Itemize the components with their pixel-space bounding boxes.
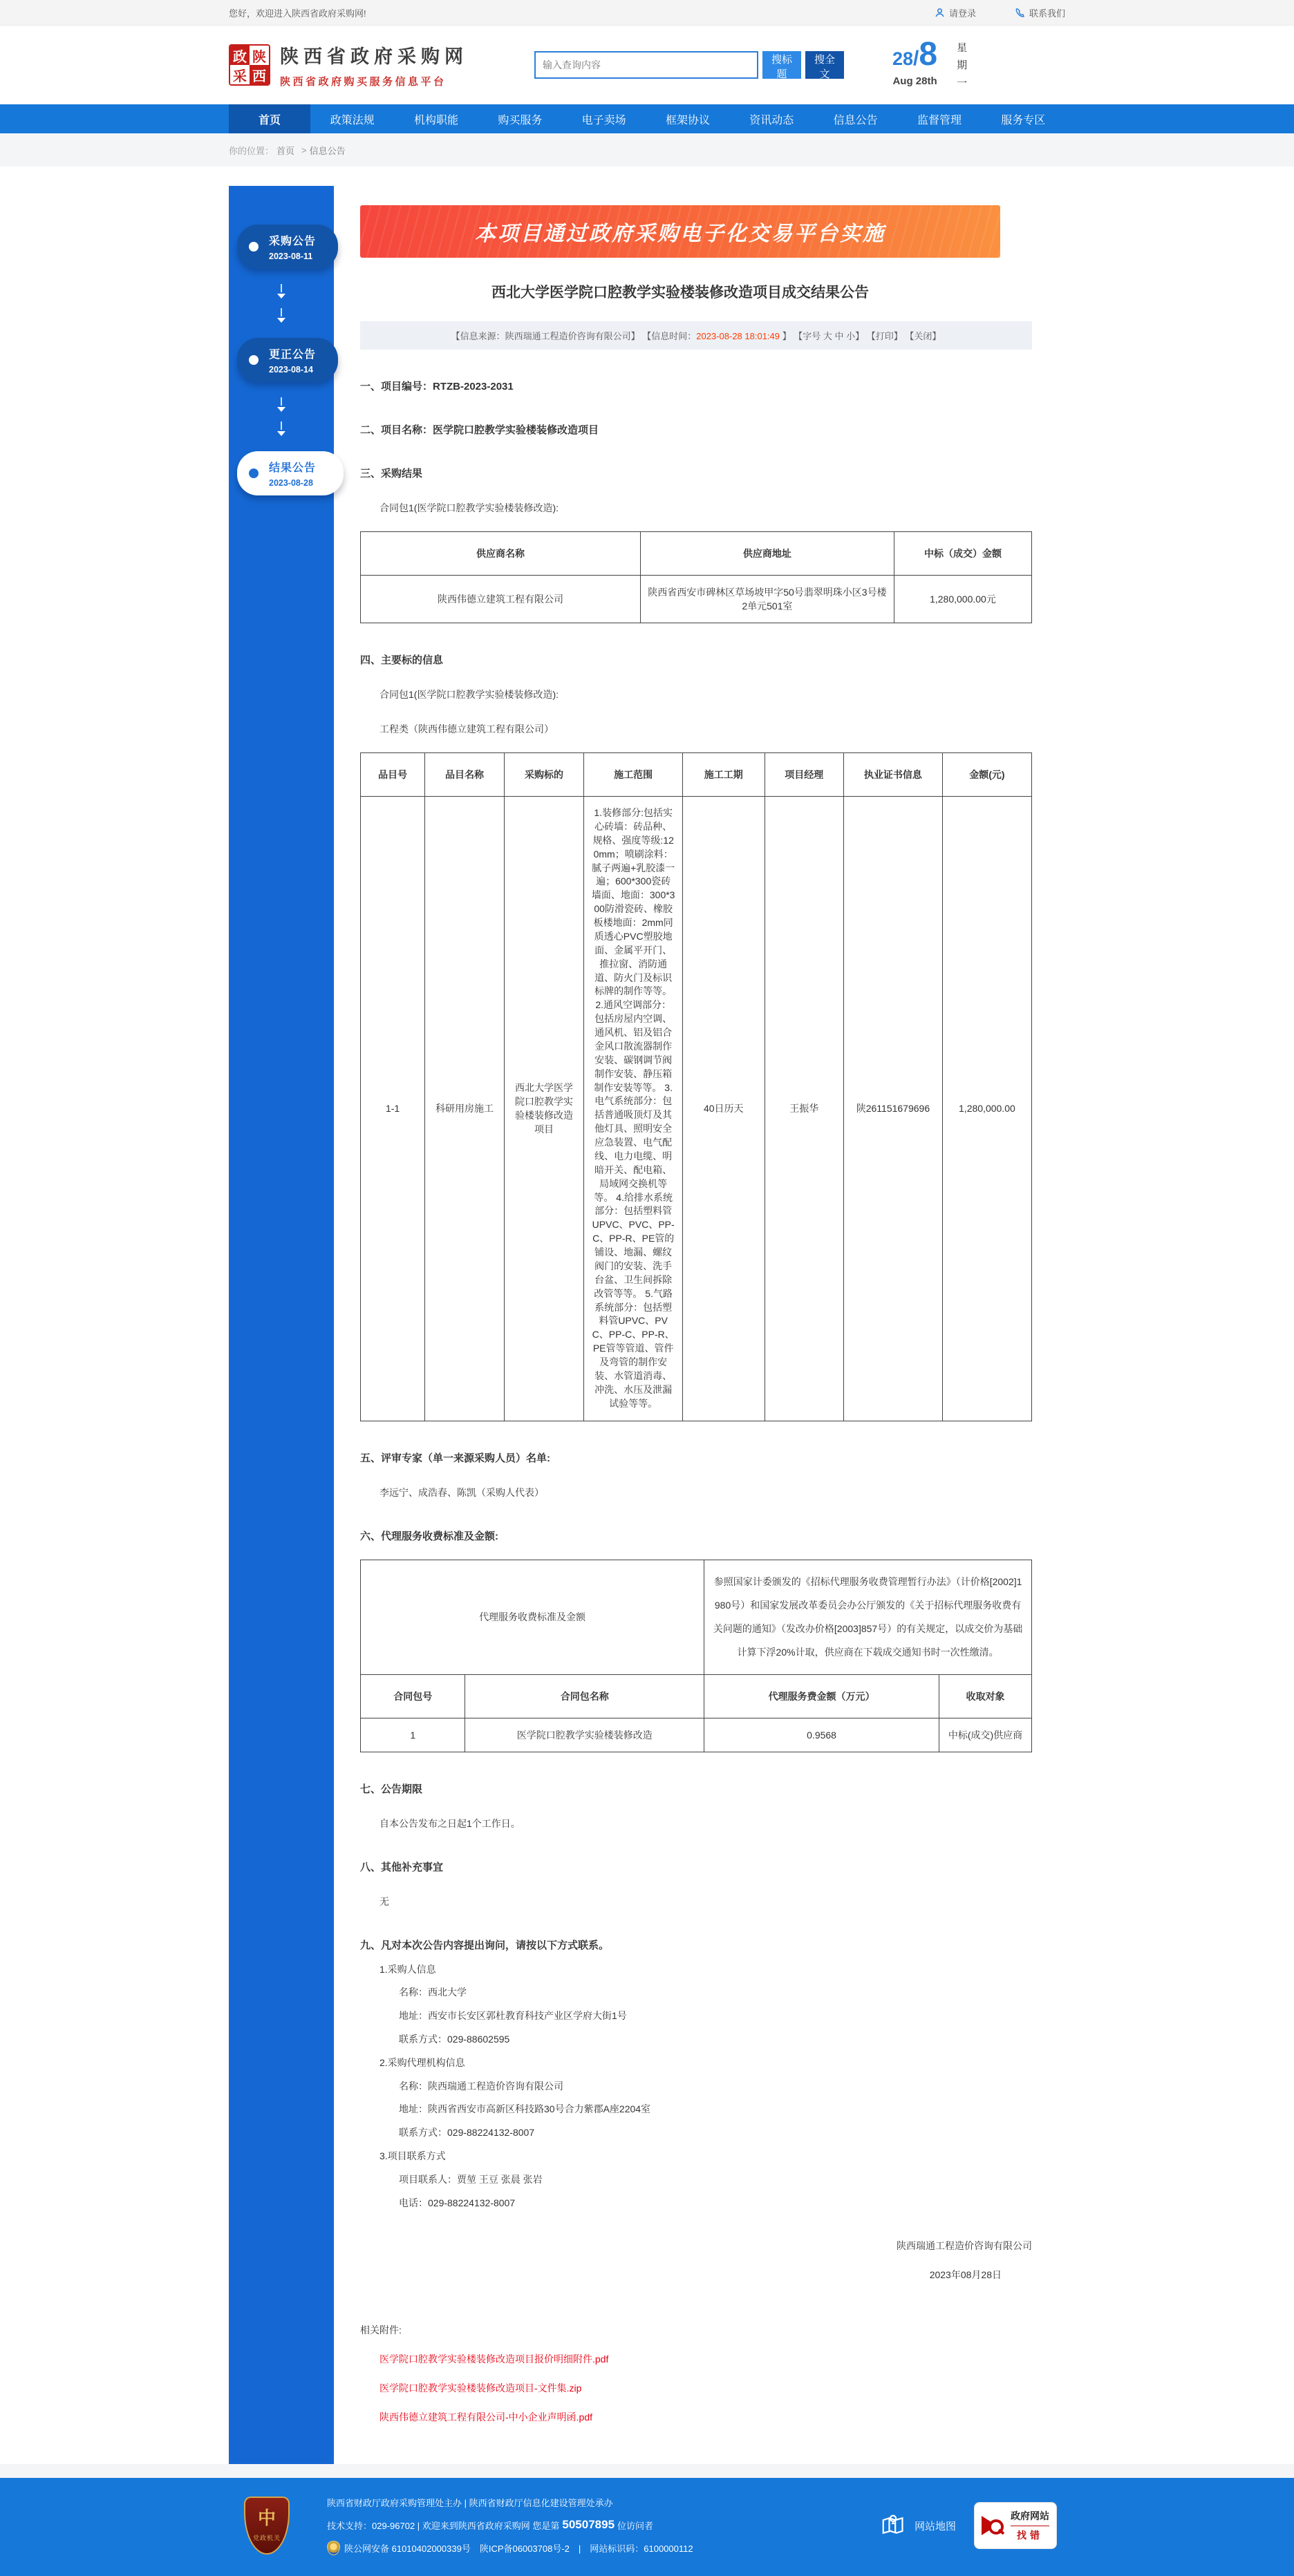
- logo-char-shan: 陕: [250, 46, 269, 65]
- award-amount: 1,280,000.00元: [894, 576, 1031, 623]
- supplier-result-table: [360, 531, 1032, 623]
- col-supplier-name: 供应商名称: [361, 532, 641, 576]
- supplier-address: 陕西省西安市碑林区草场坡甲字50号翡翠明珠小区3号楼2单元501室: [640, 576, 894, 623]
- timeline-step-result[interactable]: 结果公告 2023-08-28: [237, 451, 344, 495]
- fee-payer: 中标(成交)供应商: [939, 1718, 1031, 1752]
- attachment-sme-declaration-pdf[interactable]: 陕西伟德立建筑工程有限公司-中小企业声明函.pdf: [379, 2412, 593, 2423]
- sitemap-link[interactable]: 网站地图: [880, 2512, 956, 2539]
- section-4-heading: 四、主要标的信息: [360, 654, 444, 666]
- signature-date: 2023年08月28日: [929, 2269, 1002, 2281]
- logo-char-cai: 采: [230, 65, 250, 84]
- announcement-title: 西北大学医学院口腔教学实验楼装修改造项目成交结果公告: [491, 285, 869, 301]
- section-2-project-name: 二、项目名称：医学院口腔教学实验楼装修改造项目: [360, 424, 599, 436]
- footer-support-line: 技术支持：029-96702 | 欢迎来到陕西省政府采购网 您是第 50507895 位访问者: [327, 2518, 654, 2532]
- supplier-name: 陕西伟德立建筑工程有限公司: [361, 576, 641, 623]
- nav-item-supervision[interactable]: 监督管理: [917, 114, 962, 126]
- col-agency-fee: 代理服务费金额（万元）: [704, 1674, 939, 1718]
- nav-item-policies[interactable]: 政策法规: [330, 114, 375, 126]
- date-day: 28: [892, 48, 914, 69]
- construction-scope: 1.装修部分:包括实心砖墙：砖品种、规格、强度等级:120mm；喷刷涂料：腻子两遍+乳胶漆一遍；600*300瓷砖墙面、地面：300*300防滑瓷砖、橡胶板楼地面：2mm同质透心PVC塑胶地面、金属平开门、推拉窗、消防通道、防火门及标识标牌的制作等等。2.通风空调部分：包括房屋内空调、通风机、铝及铝合金风口散流器制作安装、碳钢调节阀制作安装、静压箱制作安装等等。 3.电气系统部分：包括普通吸顶灯及其他灯具、照明安全应急装置、电气配线、电力电缆、明暗开关、配电箱、局域网交换机等等。 4.给排水系统部分：包括塑料管UPVC、PVC、PP-C、PP-R、PE管的铺设、地漏、螺纹阀门的安装、洗手台盆、卫生间拆除改管等等。 5.气路系统部分：包括塑料管UPVC、PVC、PP-C、PP-R、PE管等管道、管件及弯管的制作安装、水管道消毒、冲洗、水压及泄漏试验等等。: [584, 797, 683, 1421]
- col-fee-payer: 收取对象: [939, 1674, 1031, 1718]
- purchaser-phone: 联系方式：029-88602595: [399, 2034, 510, 2045]
- breadcrumb: 你的位置： 首页 > 信息公告: [229, 144, 346, 156]
- expert-names: 李远宁、成浩春、陈凯（采购人代表）: [379, 1486, 544, 1498]
- info-source: 【信息来源：陕西瑞通工程造价咨询有限公司】: [451, 331, 640, 341]
- footer-filing-line: 陕公网安备 61010402000339号 陕ICP备06003708号-2 | 网站标识码：6100000112: [327, 2541, 693, 2555]
- item-no: 1-1: [361, 797, 425, 1421]
- site-header: [0, 26, 1294, 104]
- col-amount: 金额(元): [942, 753, 1031, 797]
- error-report-logo-icon: [982, 2514, 1005, 2537]
- nav-item-purchase-service[interactable]: 购买服务: [498, 114, 543, 126]
- table-row: [361, 797, 1032, 1421]
- nav-item-home[interactable]: 首页: [229, 104, 310, 133]
- other-matters: 无: [379, 1895, 389, 1907]
- col-item-name: 品目名称: [425, 753, 505, 797]
- contact-us-link[interactable]: 联系我们: [1015, 6, 1065, 19]
- gov-website-error-report-badge[interactable]: 政府网站 找错: [974, 2502, 1057, 2549]
- nav-item-framework[interactable]: 框架协议: [665, 114, 710, 126]
- section-9-heading: 九、凡对本次公告内容提出询问，请按以下方式联系。: [360, 1939, 610, 1951]
- col-item-no: 品目号: [361, 753, 425, 797]
- search-title-button[interactable]: 搜标题: [762, 51, 801, 79]
- main-nav: [0, 104, 1294, 133]
- section-7-heading: 七、公告期限: [360, 1783, 423, 1795]
- project-contact-persons: 项目联系人：贾堃 王豆 张晨 张岩: [399, 2173, 543, 2185]
- section-6-heading: 六、代理服务收费标准及金额:: [360, 1530, 498, 1542]
- search-fulltext-button[interactable]: 搜全文: [805, 51, 844, 79]
- attachments: [360, 2323, 1032, 2424]
- logo-char-xi: 西: [250, 65, 269, 84]
- section-3-heading: 三、采购结果: [360, 468, 423, 480]
- contact-info: [360, 1964, 1032, 2209]
- construction-period: 40日历天: [683, 797, 765, 1421]
- phone-icon: [1015, 8, 1025, 18]
- table-row: [361, 1718, 1032, 1752]
- search-input[interactable]: [534, 51, 758, 79]
- date-english: Aug 28th: [892, 75, 937, 87]
- welcome-text: 您好，欢迎进入陕西省政府采购网!: [229, 8, 366, 19]
- site-title: 陕西省政府采购网: [280, 46, 468, 67]
- attachments-label: 相关附件:: [360, 2324, 402, 2336]
- agency-fee-amount: 0.9568: [704, 1718, 939, 1752]
- weekday-label: 星期一: [957, 41, 968, 89]
- main-card: [229, 186, 1065, 2464]
- platform-banner: 本项目通过政府采购电子化交易平台实施: [360, 205, 1000, 258]
- logo-char-zheng: 政: [230, 46, 250, 65]
- col-project-manager: 项目经理: [765, 753, 844, 797]
- project-contact-group-title: 3.项目联系方式: [379, 2150, 446, 2162]
- info-time: 2023-08-28 18:01:49: [696, 331, 780, 341]
- article-content: [334, 186, 1065, 2464]
- agency-name: 名称：陕西瑞通工程造价咨询有限公司: [399, 2080, 563, 2092]
- col-procurement-target: 采购标的: [504, 753, 584, 797]
- close-button[interactable]: 【关闭】: [905, 331, 941, 341]
- purchaser-group-title: 1.采购人信息: [379, 1963, 436, 1975]
- section-8-heading: 八、其他补充事宜: [360, 1861, 444, 1873]
- map-icon: [880, 2512, 915, 2539]
- visitor-count: 50507895: [562, 2518, 615, 2532]
- timeline-down-arrows: [229, 269, 334, 338]
- breadcrumb-bar: [0, 133, 1294, 167]
- top-utility-bar: [0, 0, 1294, 26]
- col-package-name: 合同包名称: [465, 1674, 704, 1718]
- breadcrumb-home-link[interactable]: 首页: [276, 145, 295, 156]
- nav-item-announcements[interactable]: 信息公告: [833, 114, 878, 126]
- public-security-badge-icon: [327, 2541, 340, 2555]
- date-month: 8: [919, 35, 938, 73]
- agency-group-title: 2.采购代理机构信息: [379, 2056, 465, 2068]
- agency-fee-description: 参照国家计委颁发的《招标代理服务收费管理暂行办法》（计价格[2002]1980号）和国家发展改革委员会办公厅颁发的《关于招标代理服务收费有关问题的通知》（发改办价格[2003]857号）的有关规定，以成交价为基础计算下浮20%计取，供应商在下载成交通知书时一次性缴清。: [704, 1560, 1032, 1674]
- package-name: 医学院口腔教学实验楼装修改造: [465, 1718, 704, 1752]
- signature-company: 陕西瑞通工程造价咨询有限公司: [897, 2240, 1032, 2252]
- pre-footer-strip: [0, 2464, 1294, 2478]
- announcement-timeline: [229, 186, 334, 2464]
- main-target-table: [360, 752, 1032, 1421]
- col-construction-scope: 施工范围: [584, 753, 683, 797]
- user-icon: [935, 8, 945, 18]
- procurement-target: 西北大学医学院口腔教学实验楼装修改造项目: [504, 797, 584, 1421]
- license-info: 陕261151679696: [844, 797, 943, 1421]
- site-subtitle: 陕西省政府购买服务信息平台: [280, 76, 447, 88]
- party-government-badge-icon: 中 党政机关: [244, 2497, 290, 2555]
- footer-organizer-line: 陕西省财政厅政府采购管理处主办 | 陕西省财政厅信息化建设管理处承办: [327, 2498, 613, 2509]
- section-5-heading: 五、评审专家（单一来源采购人员）名单:: [360, 1452, 550, 1464]
- item-name: 科研用房施工: [425, 797, 505, 1421]
- login-link[interactable]: 请登录: [935, 6, 976, 19]
- contract-package-line: 合同包1(医学院口腔教学实验楼装修改造):: [379, 502, 559, 513]
- contract-package-line: 合同包1(医学院口腔教学实验楼装修改造):: [379, 689, 559, 700]
- col-package-no: 合同包号: [361, 1674, 465, 1718]
- agency-address: 地址：陕西省西安市高新区科技路30号合力紫郡A座2204室: [399, 2103, 651, 2115]
- package-no: 1: [361, 1718, 465, 1752]
- agency-fee-table: [360, 1560, 1032, 1752]
- site-logo: [229, 44, 270, 86]
- timeline-step-correction[interactable]: 更正公告 2023-08-14: [237, 338, 338, 382]
- nav-item-news[interactable]: 资讯动态: [749, 114, 794, 126]
- nav-item-e-market[interactable]: 电子卖场: [581, 114, 626, 126]
- nav-item-functions[interactable]: 机构职能: [413, 114, 458, 126]
- nav-item-service-zone[interactable]: 服务专区: [1001, 114, 1046, 126]
- meta-bar: 【信息来源：陕西瑞通工程造价咨询有限公司】 【信息时间：2023-08-28 18:01:49 】 【字号 大 中 小】 【打印】 【关闭】: [360, 321, 1032, 350]
- date-widget: 28/8 Aug 28th 星期一: [892, 38, 968, 93]
- print-button[interactable]: 【打印】: [866, 331, 903, 341]
- breadcrumb-current: 信息公告: [309, 145, 346, 156]
- table-row: [361, 576, 1032, 623]
- timeline-step-procurement[interactable]: 采购公告 2023-08-11: [237, 225, 338, 269]
- agency-fee-label: 代理服务收费标准及金额: [361, 1560, 704, 1674]
- col-award-amount: 中标（成交）金额: [894, 532, 1031, 576]
- col-construction-period: 施工工期: [683, 753, 765, 797]
- purchaser-name: 名称：西北大学: [399, 1987, 467, 1998]
- font-size-controls[interactable]: 【字号 大 中 小】: [794, 331, 865, 341]
- project-manager: 王振华: [765, 797, 844, 1421]
- amount: 1,280,000.00: [942, 797, 1031, 1421]
- timeline-down-arrows: [229, 382, 334, 451]
- section-1-project-number: 一、项目编号：RTZB-2023-2031: [360, 381, 514, 392]
- agency-phone: 联系方式：029-88224132-8007: [399, 2127, 535, 2139]
- col-license-info: 执业证书信息: [844, 753, 943, 797]
- site-footer: [0, 2478, 1294, 2576]
- col-supplier-address: 供应商地址: [640, 532, 894, 576]
- project-contact-phone: 电话：029-88224132-8007: [399, 2197, 516, 2208]
- category-line: 工程类（陕西伟德立建筑工程有限公司）: [379, 723, 554, 735]
- purchaser-address: 地址：西安市长安区郭杜教育科技产业区学府大街1号: [399, 2010, 627, 2022]
- attachment-quotation-pdf[interactable]: 医学院口腔教学实验楼装修改造项目报价明细附件.pdf: [379, 2354, 609, 2365]
- announcement-period: 自本公告发布之日起1个工作日。: [379, 1817, 521, 1829]
- attachment-fileset-zip[interactable]: 医学院口腔教学实验楼装修改造项目-文件集.zip: [379, 2383, 582, 2394]
